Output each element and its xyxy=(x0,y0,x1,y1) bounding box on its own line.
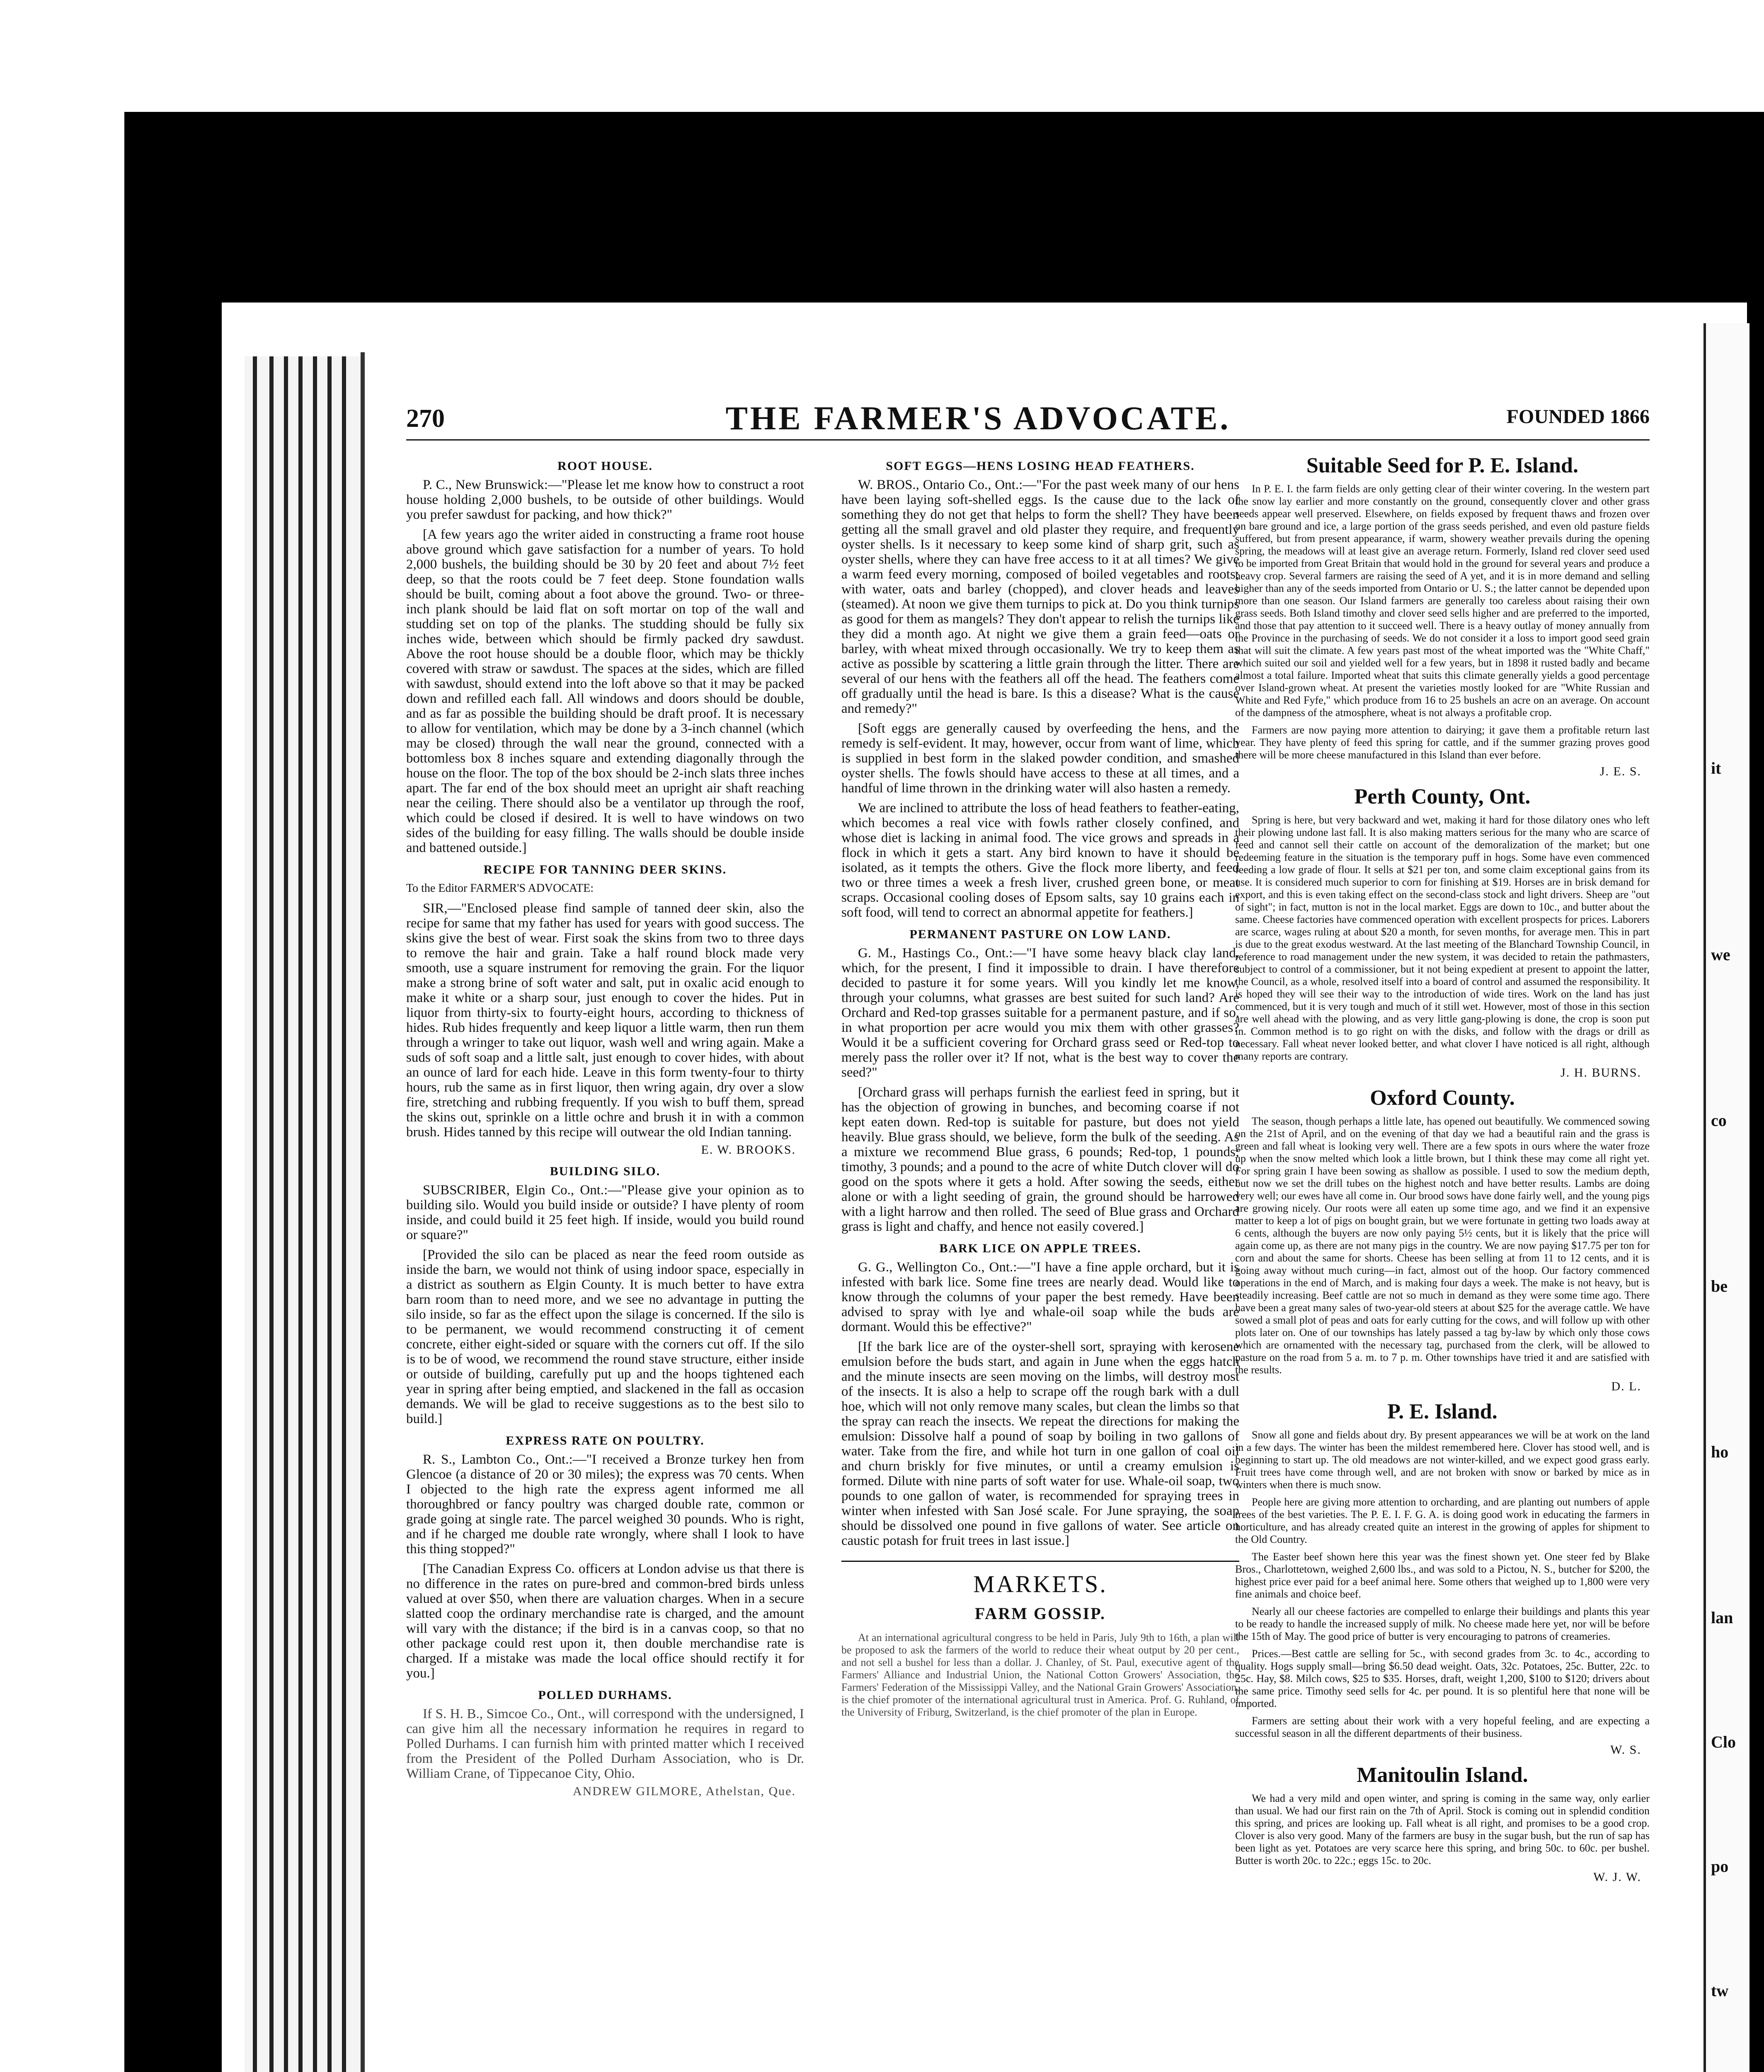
question-text: SUBSCRIBER, Elgin Co., Ont.:—"Please give your opinion as to building silo. Would you build inside or outside? I have plenty of room inside, and could build it 25 feet high. If inside, would you build round or square?" xyxy=(406,1183,804,1242)
answer-text: [Soft eggs are generally caused by overfeeding the hens, and the remedy is self-evident. It may, however, occur from want of lime, which is supplied in best form in the slaked powder condition, and smashed oyster shells. The fowls should have access to these at all times, and a handful of lime thrown in the drinking water will also hasten a remedy. xyxy=(841,721,1239,796)
column-3 xyxy=(1235,452,1650,2072)
scan-border-left xyxy=(124,112,222,2072)
fragment-text: we xyxy=(1711,945,1730,964)
article-heading: Oxford County. xyxy=(1370,1086,1515,1110)
question-text: G. M., Hastings Co., Ont.:—"I have some heavy black clay land, which, for the present, I find it impossible to drain. I have therefore decided to pasture it for some years. Will you kindly let me know, through your columns, what grasses are best suited for such land? Are Orchard and Red-top grasses suitable for a permanent pasture, and if so, in what proportion per acre would you mix them with other grasses? Would it be a sufficient covering for Orchard grass seed or Red-top to merely pass the roller over it? If not, what is the best way to cover the seed?" xyxy=(841,946,1239,1080)
report-text: The Easter beef shown here this year was the finest shown yet. One steer fed by Blake Bros., Charlottetown, weighed 2,600 lbs., and was sold to a Pictou, N. S., butcher for $200, the highest price ever paid for a beef animal here. Some others that weighed up to 1,800 were very fine animals and choice beef. xyxy=(1235,1551,1650,1600)
book-page-edges xyxy=(245,356,371,2072)
fragment-text: tw xyxy=(1711,1981,1729,2000)
markets-heading: MARKETS. xyxy=(841,1561,1239,1598)
fragment-text: be xyxy=(1711,1277,1728,1295)
fragment-text: Clo xyxy=(1711,1733,1736,1751)
column-1 xyxy=(406,452,804,2072)
article-heading: P. E. Island. xyxy=(1387,1400,1497,1423)
article-heading: FARM GOSSIP. xyxy=(974,1604,1106,1623)
newspaper-page xyxy=(365,303,1703,2072)
masthead: THE FARMER'S ADVOCATE. xyxy=(725,400,1231,437)
answer-text: [A few years ago the writer aided in constructing a frame root house above ground which gave satisfaction for a number of years. To hold 2,000 bushels, the building should be 30 by 20 feet and about 7½ feet deep, so that the roots could be 7 feet deep. Stone foundation walls should be built, coming about a foot above the ground. Two- or three-inch plank should be laid flat on soft mortar on top of the wall and studding set on top of the planks. The studding should be fully six inches wide, between which should be firmly packed dry sawdust. Above the root house should be a double floor, which may be thickly covered with straw or sawdust. The spaces at the sides, which are filled with sawdust, should extend into the loft above so that it may be packed down and refilled each fall. All windows and doors should be double, and as far as possible the building should be draft proof. It is necessary to allow for ventilation, which may be done by a 3-inch channel (which may be closed) through the wall near the ground, connected with a bottomless box 8 inches square and extending diagonally through the house on the floor. The top of the box should be 2-inch slats three inches apart. The far end of the box should meet an upright air shaft reaching near the ceiling. There should also be a ventilator up through the roof, which could be closed if desired. It is well to have windows on two sides of the building for easy filling. The walls should be double inside and battened outside.] xyxy=(406,527,804,855)
signature: W. S. xyxy=(1610,1743,1641,1757)
fragment-text: po xyxy=(1711,1857,1729,1876)
salutation: To the Editor FARMER'S ADVOCATE: xyxy=(406,882,594,895)
article-heading: SOFT EGGS—HENS LOSING HEAD FEATHERS. xyxy=(886,459,1195,473)
signature: E. W. BROOKS. xyxy=(701,1143,796,1157)
question-text: R. S., Lambton Co., Ont.:—"I received a Bronze turkey hen from Glencoe (a distance of 20 or 30 miles); the express was 70 cents. When I objected to the high rate the express agent informed me all thoroughbred or fancy poultry was charged double rate, common or grade going at single rate. The parcel weighed 30 pounds. Who is right, and if he charged me double rate wrongly, where shall I look to have this thing stopped?" xyxy=(406,1452,804,1556)
report-text: We had a very mild and open winter, and spring is coming in the same way, only earlier than usual. We had our first rain on the 7th of April. Stock is coming out in splendid condition this spring, and prices are looking up. Fall wheat is all right, and promises to be a good crop. Clover is also very good. Many of the farmers are busy in the sugar bush, but the run of sap has been light as yet. Potatoes are very scarce here this spring, and bring 50c. to 60c. per bushel. Butter is worth 20c. to 22c.; eggs 15c. to 20c. xyxy=(1235,1792,1650,1866)
article-heading: BUILDING SILO. xyxy=(550,1164,661,1178)
scan-border-right xyxy=(1747,112,1764,2072)
fragment-text: co xyxy=(1711,1111,1727,1130)
signature: W. J. W. xyxy=(1593,1870,1641,1884)
fragment-text: ho xyxy=(1711,1443,1729,1461)
question-text: P. C., New Brunswick:—"Please let me know how to construct a root house holding 2,000 bushels, to be outside of other buildings. Would you prefer sawdust for packing, and how thick?" xyxy=(406,477,804,522)
article-heading: ROOT HOUSE. xyxy=(557,459,653,473)
scan-margin-top xyxy=(0,0,1764,112)
article-heading: Perth County, Ont. xyxy=(1354,785,1531,808)
page-header xyxy=(406,402,1650,441)
letter-text: SIR,—"Enclosed please find sample of tanned deer skin, also the recipe for same that my father has used for years with good success. The skins give the best of wear. First soak the skins from two to three days to remove the hair and grain. Take a half round block made very smooth, use a square instrument for removing the grain. For the liquor make a strong brine of soft water and salt, put in oxalic acid enough to make it white or a sharp sour, just enough to cover the hides. Put in liquor from thirty-six to fourty-eight hours, according to thickness of hides. Rub hides frequently and keep liquor a little warm, then run them through a wringer to take out liquor, wash well and wring again. Make a suds of soft soap and a little salt, just enough to cover hides, with about an ounce of lard for each hide. Leave in this form twenty-four to thirty hours, rub the same as in first liquor, then wring again, dry over a slow fire, stretching and rubbing frequently. If you wish to buff them, spread the skins out, sprinkle on a little ochre and brush it in with a common brush. Hides tanned by this recipe will outwear the old Indian tanning. xyxy=(406,901,804,1140)
article-heading: PERMANENT PASTURE ON LOW LAND. xyxy=(909,927,1171,941)
article-heading: POLLED DURHAMS. xyxy=(538,1688,672,1702)
page-number: 270 xyxy=(406,404,445,433)
report-text: Spring is here, but very backward and wet, making it hard for those dilatory ones who left their plowing undone last fall. It is also making matters serious for the many who are scarce of feed and cannot sell their cattle on account of the demoralization of the market; but one redeeming feature in the situation is the temporary puff in hogs. Some have even commenced feeding a low grade of flour. It sells at $21 per ton, and some claim exceptional gains from its use. It is considered much superior to corn for finishing at $19. Horses are in brisk demand for export, and this is even taking effect on the second-class stock and light drivers. Sheep are "out of sight"; in fact, mutton is not in the local market. Eggs are down to 10c., and butter about the same. Cheese factories have commenced operation with excellent prospects for prices. Laborers are scarce, wages ruling at about $20 a month, for seven months, for average men. This in part is due to the great exodus westward. At the last meeting of the Blanchard Township Council, in reference to road management under the new system, it was decided to retain the pathmasters, subject to control of a commissioner, but it not being expedient at present to appoint the latter, the Council, as a whole, resolved itself into a board of control and assumed the responsibility. It is hoped they will see their way to the introduction of wide tires. Work on the land has just commenced, but it is very tough and much of it still wet. However, most of those in this section are well ahead with the plowing, and as very little gang-plowing is done, the crop is soon put in. Common method is to go right on with the disks, and follow with the drags or drill as necessary. Fall wheat never looked better, and what clover I have noticed is all right, although many reports are contrary. xyxy=(1235,814,1650,1062)
article-heading: Manitoulin Island. xyxy=(1357,1763,1528,1787)
signature: D. L. xyxy=(1611,1380,1641,1393)
gossip-text: At an international agricultural congress to be held in Paris, July 9th to 16th, a plan will be proposed to ask the farmers of the world to reduce their wheat output by 20 per cent., and not sell a bushel for less than a dollar. J. Chanley, of St. Paul, executive agent of the Farmers' Alliance and Industrial Union, the National Cotton Growers' Association, the Farmers' Federation of the Mississippi Valley, and the National Grain Growers' Association, is the chief promoter of the international agricultural trust in America. Prof. G. Ruhland, of the University of Friburg, Switzerland, is the chief promoter of the plan in Europe. xyxy=(841,1631,1239,1718)
article-heading: RECIPE FOR TANNING DEER SKINS. xyxy=(483,863,727,876)
prices-text: Prices.—Best cattle are selling for 5c., with second grades from 3c. to 4c., according to quality. Hogs supply small—bring $6.50 dead weight. Oats, 32c. Potatoes, 25c. Butter, 22c. to 25c. Hay, $8. Milch cows, $25 to $35. Horses, draft, weight 1,200, $100 to $120; drivers about the same price. Timothy seed sells for 4c. per pound. It is so plentiful here that none will be imported. xyxy=(1235,1648,1650,1709)
report-text: Farmers are now paying more attention to dairying; it gave them a profitable return last year. They have plenty of feed this spring for cattle, and if the summer grazing proves good there will be more cheese manufactured in this Island than ever before. xyxy=(1235,724,1650,761)
scan-border-top xyxy=(222,112,1747,303)
answer-text: [Orchard grass will perhaps furnish the earliest feed in spring, but it has the objection of growing in bunches, and becoming coarse if not kept eaten down. Red-top is suitable for pasture, but does not yield heavily. Blue grass should, we believe, form the bulk of the seeding. As a mixture we recommend Blue grass, 6 pounds; Red-top, 1 pounds; timothy, 3 pounds; and a pound to the acre of white Dutch clover will do good on the spots where it gets a hold. After sowing the seeds, either alone or with a light seeding of grain, the ground should be harrowed with a light harrow and then rolled. The seed of Blue grass and Orchard grass is light and chaffy, and hence not easily covered.] xyxy=(841,1085,1239,1234)
report-text: People here are giving more attention to orcharding, and are planting out numbers of apple trees of the best varieties. The P. E. I. F. G. A. is doing good work in educating the farmers in horticulture, and has already created quite an interest in the growing of apples for shipment to the Old Country. xyxy=(1235,1496,1650,1545)
fragment-text: it xyxy=(1711,759,1721,777)
report-text: Nearly all our cheese factories are compelled to enlarge their buildings and plants this year to be ready to handle the increased supply of milk. No cheese made here yet, nor will be before the 15th of May. The good price of butter is very encouraging to patrons of creameries. xyxy=(1235,1605,1650,1642)
report-text: In P. E. I. the farm fields are only getting clear of their winter covering. In the western part the snow lay earlier and more constantly on the ground, consequently clover and other grass seeds appear well preserved. Elsewhere, on fields exposed by frequent thaws and frozen over on bare ground and ice, a large portion of the grass seeds perished, and even old pasture fields suffered, but from present appearance, if warm, showery weather prevails during the opening spring, the meadows will at least give an average return. Formerly, Island red clover seed used to be imported from Great Britain that would hold in the ground for several years and produce a heavy crop. Several farmers are raising the seed of A yet, and it is in more demand and selling higher than any of the seeds imported from Ontario or U. S.; the latter cannot be depended upon more than one season. Our Island farmers are generally too careless about raising their own grass seeds. Both Island timothy and clover seed sells higher and are preferred to the imported, and those that pay attention to it succeed well. There is a heavy outlay of money annually from the Province in the purchasing of seeds. We do not consider it a loss to import good seed grain that will suit the climate. A few years past most of the wheat imported was the "White Chaff," which suited our soil and yielded well for a few years, but in 1898 it rusted badly and became almost a total failure. Imported wheat that suits this climate generally yields a good percentage over Island-grown wheat. At present the varieties mostly looked for are "White Russian and White and Red Fyfe," which produce from 16 to 25 bushels an acre on an average. On account of the dampness of the atmosphere, wheat is not always a profitable crop. xyxy=(1235,483,1650,719)
answer-text: [The Canadian Express Co. officers at London advise us that there is no difference in the rates on pure-bred and common-bred birds unless valued at over $50, when there are valuation charges. When in a secure slatted coop the ordinary merchandise rate is charged, and the amount will vary with the distance; if the bird is in a canvas coop, so that no other package could rest upon it, then double merchandise rate is charged. If a mistake was made the local office should rectify it for you.] xyxy=(406,1561,804,1681)
report-text: Farmers are setting about their work with a very hopeful feeling, and are expecting a successful season in all the different departments of their business. xyxy=(1235,1715,1650,1739)
article-heading: BARK LICE ON APPLE TREES. xyxy=(939,1242,1141,1255)
report-text: Snow all gone and fields about dry. By present appearances we will be at work on the land in a few days. The winter has been the mildest remembered here. Clover has stood well, and is beginning to start up. The old meadows are not winter-killed, and we expect good grass early. Fruit trees have come through well, and are not broken with snow or barked by mice as in winters when there is much snow. xyxy=(1235,1429,1650,1491)
signature: J. E. S. xyxy=(1599,765,1641,778)
article-heading: Suitable Seed for P. E. Island. xyxy=(1306,454,1578,477)
fragment-text: lan xyxy=(1711,1608,1733,1627)
answer-text: [Provided the silo can be placed as near the feed room outside as inside the barn, we would not think of using indoor space, especially in a district as southern as Elgin County. It is much better to have extra barn room than to need more, and we see no advantage in putting the silo inside, so far as the effect upon the silage is concerned. If the silo is to be permanent, we would recommend constructing it of cement concrete, either eight-sided or square with the corners cut off. If the silo is to be of wood, we recommend the round stave structure, either inside or outside of building, carefully put up and the hoops tightened each year in spring after being emptied, and slackened in the fall as occasion demands. We will be glad to receive suggestions as to the best silo to build.] xyxy=(406,1247,804,1426)
answer-text: We are inclined to attribute the loss of head feathers to feather-eating, which becomes a real vice with fowls rather closely confined, and whose diet is lacking in animal food. The vice grows and spreads in a flock in which it gets a start. Any bird known to have it should be isolated, as it tempts the others. Give the flock more liberty, and feed two or three times a week a fresh liver, crushed green bone, or meat scraps. Occasional cooling doses of Epsom salts, say 10 grains each in soft food, will tend to correct an abnormal appetite for feathers.] xyxy=(841,801,1239,920)
signature: J. H. BURNS. xyxy=(1560,1066,1641,1080)
adjacent-page-fragment xyxy=(1703,323,1749,2072)
signature: ANDREW GILMORE, Athelstan, Que. xyxy=(572,1784,796,1798)
letter-text: If S. H. B., Simcoe Co., Ont., will correspond with the undersigned, I can give him all the necessary information he requires in regard to Polled Durhams. I can furnish him with printed matter which I received from the President of the Polled Durham Association, who is Dr. William Crane, of Tippecanoe City, Ohio. xyxy=(406,1706,804,1781)
article-heading: EXPRESS RATE ON POULTRY. xyxy=(506,1434,705,1447)
answer-text: [If the bark lice are of the oyster-shell sort, spraying with kerosene emulsion before the buds start, and again in June when the eggs hatch and the minute insects are seen moving on the limbs, will destroy most of the insects. It is also a help to scrape off the rough bark with a dull hoe, which will not only remove many scales, but clean the limbs so that the spray can reach the insects. We repeat the directions for making the emulsion: Dissolve half a pound of soap by boiling in two gallons of water. Take from the fire, and while hot turn in one gallon of coal oil and churn briskly for five minutes, or until a creamy emulsion is formed. Dilute with nine parts of soft water for use. Whale-oil soap, two pounds to one gallon of water, is recommended for spraying trees in winter when infested with San José scale. For June spraying, the soap should be dissolved one pound in five gallons of water. See article on caustic potash for fruit trees in last issue.] xyxy=(841,1339,1239,1548)
founded-year: FOUNDED 1866 xyxy=(1506,406,1650,428)
report-text: The season, though perhaps a little late, has opened out beautifully. We commenced sowing on the 21st of April, and on the evening of that day we had a beautiful rain and the grass is green and fall wheat is looking very well. There are a few spots in ours where the water froze up when the snow melted which look a little brown, but I think these may come all right yet. For spring grain I have been sowing as shallow as possible. I used to sow the medium depth, but now we set the drill tubes on the highest notch and have better results. Lambs are doing very well; our ewes have all come in. Our brood sows have done fairly well, and the young pigs are growing nicely. Our roots were all eaten up some time ago, and we find it an expensive matter to keep a lot of pigs on bought grain, but we were fortunate in getting two loads away at 6 cents, although the buyers are now only paying 5½ cents, but it is likely that the price will again come up, as there are not many pigs in the country. We are now paying $17.75 per ton for corn and about the same for shorts. Cheese has been selling at from 11 to 12 cents, and it is going away without much curing—in fact, almost out of the hoop. Our factory commenced operations in the end of March, and is making four days a week. The make is not heavy, but is steadily increasing. Beef cattle are not so much in demand as they were some time ago. There have been a great many sales of two-year-old steers at about $25 for the average cattle. We have sowed a small plot of peas and oats for early cutting for the cows, and will follow up with other plots later on. One of our townships has lately passed a tag by-law by which only those cows which are ornamented with the necessary tag, purchased from the clerk, will be allowed to pasture on the road from 5 a. m. to 7 p. m. Other townships have tried it and are satisfied with the results. xyxy=(1235,1115,1650,1376)
question-text: G. G., Wellington Co., Ont.:—"I have a fine apple orchard, but it is infested with bark lice. Some fine trees are nearly dead. Would like to know through the columns of your paper the best remedy. Have been advised to spray with lye and whale-oil soap while the buds are dormant. Would this be effective?" xyxy=(841,1260,1239,1334)
column-2 xyxy=(841,452,1239,2072)
question-text: W. BROS., Ontario Co., Ont.:—"For the past week many of our hens have been laying soft-shelled eggs. Is the cause due to the lack of something they do not get that helps to form the shell? They have been getting all the small gravel and old plaster they require, and frequently oyster shells. Is it necessary to keep some kind of sharp grit, such as oyster shells, where they can have free access to it at all times? We give a warm feed every morning, composed of boiled vegetables and roots; with water, oats and barley (chopped), and clover heads and leaves (steamed). At noon we give them turnips to pick at. Do you think turnips as good for them as mangels? They don't appear to relish the turnips like they did a month ago. At night we give them a grain feed—oats or barley, with wheat mixed through occasionally. We try to keep them as active as possible by scattering a little grain through the litter. There are several of our hens with the feathers all off the head. The feathers come off gradually until the head is bare. Is this a disease? What is the cause and remedy?" xyxy=(841,477,1239,716)
